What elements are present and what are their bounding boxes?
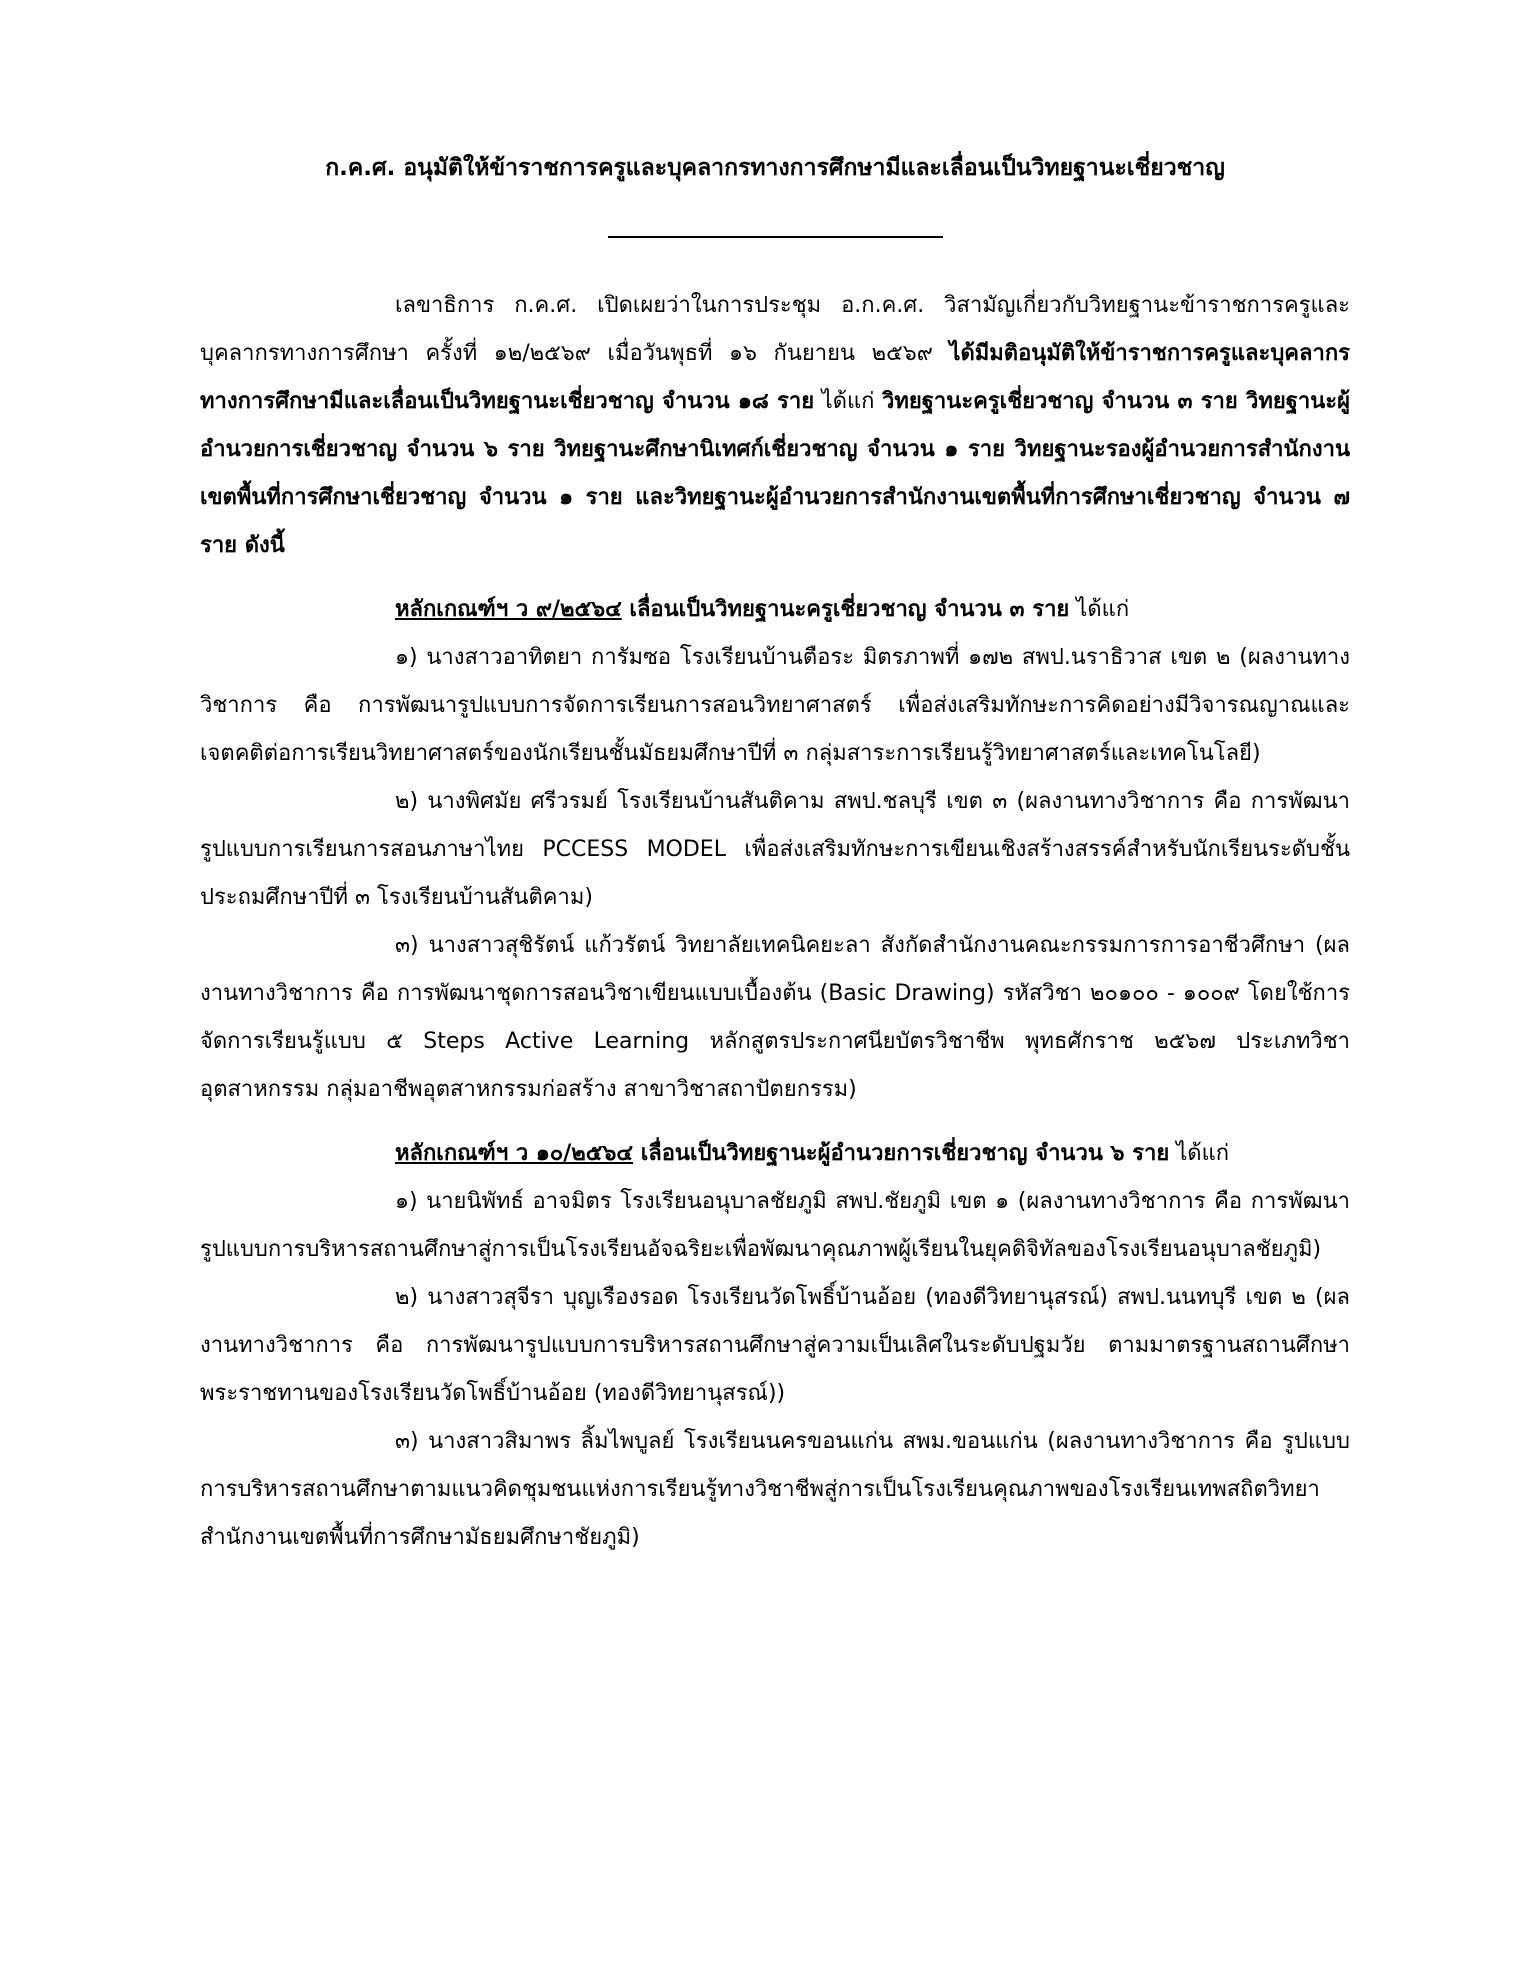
intro-breakdown: วิทยฐานะครูเชี่ยวชาญ จำนวน ๓ ราย วิทยฐานะผู้อำนวยการเชี่ยวชาญ จำนวน ๖ ราย วิทยฐานะศึกษานิเทศก์เชี่ยวชาญ จำนวน ๑ ราย วิทยฐานะรองผู้อำนวยการสำนักงานเขตพื้นที่การศึกษาเชี่ยวชาญ จำนวน ๑ ราย และวิทยฐานะผู้อำนวยการสำนักงานเขตพื้นที่การศึกษาเชี่ยวชาญ จำนวน ๗ ราย ดังนี้ <box>200 389 1350 558</box>
section1-item: ๑) นางสาวอาทิตยา การัมซอ โรงเรียนบ้านตือระ มิตรภาพที่ ๑๗๒ สพป.นราธิวาส เขต ๒ (ผลงานทางวิชาการ คือ การพัฒนารูปแบบการจัดการเรียนการสอนวิทยาศาสตร์ เพื่อส่งเสริมทักษะการคิดอย่างมีวิจารณญาณและเจตคติต่อการเรียนวิทยาศาสตร์ของนักเรียนชั้นมัธยมศึกษาปีที่ ๓ กลุ่มสาระการเรียนรู้วิทยาศาสตร์และเทคโนโลยี) <box>200 645 1350 766</box>
title-divider <box>608 236 943 238</box>
section1-item: ๓) นางสาวสุชิรัตน์ แก้วรัตน์ วิทยาลัยเทคนิคยะลา สังกัดสำนักงานคณะกรรมการการอาชีวศึกษา (ผลงานทางวิชาการ คือ การพัฒนาชุดการสอนวิชาเขียนแบบเบื้องต้น (Basic Drawing) รหัสวิชา ๒๐๑๐๐ - ๑๐๐๙ โดยใช้การจัดการเรียนรู้แบบ ๕ Steps Active Learning หลักสูตรประกาศนียบัตรวิชาชีพ พุทธศักราช ๒๕๖๗ ประเภทวิชาอุตสาหกรรม กลุ่มอาชีพอุตสาหกรรมก่อสร้าง สาขาวิชาสถาปัตยกรรม) <box>200 933 1350 1102</box>
document-title: ก.ค.ศ. อนุมัติให้ข้าราชการครูและบุคลากรทางการศึกษามีและเลื่อนเป็นวิทยฐานะเชี่ยวชาญ <box>325 155 1225 181</box>
intro-paragraph <box>200 282 1350 570</box>
intro-connector: ได้แก่ <box>814 389 883 414</box>
section2-item: ๑) นายนิพัทธ์ อาจมิตร โรงเรียนอนุบาลชัยภูมิ สพป.ชัยภูมิ เขต ๑ (ผลงานทางวิชาการ คือ การพัฒนารูปแบบการบริหารสถานศึกษาสู่การเป็นโรงเรียนอัจฉริยะเพื่อพัฒนาคุณภาพผู้เรียนในยุคดิจิทัลของโรงเรียนอนุบาลชัยภูมิ) <box>200 1189 1350 1262</box>
section2-criteria: หลักเกณฑ์ฯ ว ๑๐/๒๕๖๔ <box>395 1141 634 1166</box>
section1-title: เลื่อนเป็นวิทยฐานะครูเชี่ยวชาญ จำนวน ๓ ราย <box>621 597 1070 622</box>
section1-tail: ได้แก่ <box>1069 597 1130 622</box>
document-body <box>200 148 1350 1562</box>
section2-tail: ได้แก่ <box>1169 1141 1230 1166</box>
intro-text: เลขาธิการ ก.ค.ศ. เปิดเผยว่าในการประชุม อ.ก.ค.ศ. วิสามัญเกี่ยวกับวิทยฐานะข้าราชการครูและบุคลากรทางการศึกษา ครั้งที่ ๑๒/๒๕๖๙ เมื่อวันพุธที่ ๑๖ กันยายน ๒๕๖๙ <box>200 293 1350 366</box>
section1-criteria: หลักเกณฑ์ฯ ว ๙/๒๕๖๔ <box>395 597 622 622</box>
section1-item: ๒) นางพิศมัย ศรีวรมย์ โรงเรียนบ้านสันติคาม สพป.ชลบุรี เขต ๓ (ผลงานทางวิชาการ คือ การพัฒนารูปแบบการเรียนการสอนภาษาไทย PCCESS MODEL เพื่อส่งเสริมทักษะการเขียนเชิงสร้างสรรค์สำหรับนักเรียนระดับชั้นประถมศึกษาปีที่ ๓ โรงเรียนบ้านสันติคาม) <box>200 789 1350 910</box>
section2-item: ๒) นางสาวสุจีรา บุญเรืองรอด โรงเรียนวัดโพธิ์บ้านอ้อย (ทองดีวิทยานุสรณ์) สพป.นนทบุรี เขต ๒ (ผลงานทางวิชาการ คือ การพัฒนารูปแบบการบริหารสถานศึกษาสู่ความเป็นเลิศในระดับปฐมวัย ตามมาตรฐานสถานศึกษาพระราชทานของโรงเรียนวัดโพธิ์บ้านอ้อย (ทองดีวิทยานุสรณ์)) <box>200 1285 1350 1406</box>
section2-title: เลื่อนเป็นวิทยฐานะผู้อำนวยการเชี่ยวชาญ จำนวน ๖ ราย <box>633 1141 1170 1166</box>
intro-resolution: ได้มีมติอนุมัติให้ข้าราชการครูและบุคลากรทางการศึกษามีและเลื่อนเป็นวิทยฐานะเชี่ยวชาญ จำนวน ๑๘ ราย <box>200 341 1350 414</box>
section2-item: ๓) นางสาวสิมาพร ลิ้มไพบูลย์ โรงเรียนนครขอนแก่น สพม.ขอนแก่น (ผลงานทางวิชาการ คือ รูปแบบการบริหารสถานศึกษาตามแนวคิดชุมชนแห่งการเรียนรู้ทางวิชาชีพสู่การเป็นโรงเรียนคุณภาพของโรงเรียนเทพสถิตวิทยา สำนักงานเขตพื้นที่การศึกษามัธยมศึกษาชัยภูมิ) <box>200 1429 1350 1550</box>
section2-heading <box>200 1130 1350 1178</box>
section1-heading <box>200 586 1350 634</box>
